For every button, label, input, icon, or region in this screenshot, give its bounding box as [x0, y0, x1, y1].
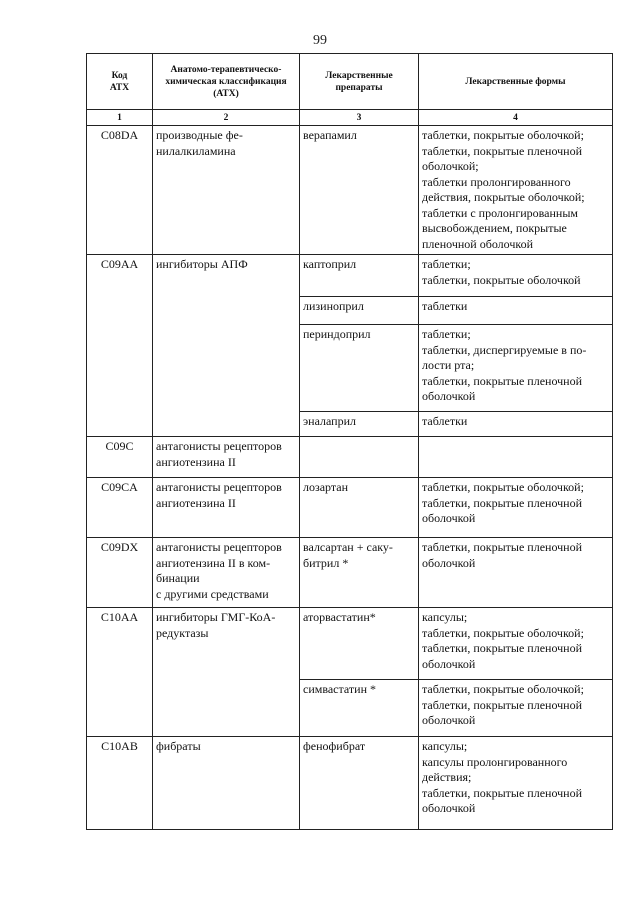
- column-number-2: 2: [153, 110, 300, 126]
- atx-classification: антагонисты рецепторов ангиотензина II: [153, 478, 300, 538]
- dosage-forms: таблетки, покрытые пленочной оболочкой: [419, 538, 613, 608]
- atx-code: C09C: [87, 437, 153, 478]
- table-row: [87, 737, 613, 830]
- dosage-forms: таблетки: [419, 297, 613, 325]
- table-row: [87, 255, 613, 297]
- dosage-forms: капсулы; таблетки, покрытые оболочкой; таблетки, покрытые пленочной оболочкой: [419, 608, 613, 680]
- drug-name: аторвастатин*: [300, 608, 419, 680]
- table-row: [87, 538, 613, 608]
- atx-code: C08DA: [87, 126, 153, 255]
- column-number-4: 4: [419, 110, 613, 126]
- drug-name: лизиноприл: [300, 297, 419, 325]
- dosage-forms: таблетки; таблетки, покрытые оболочкой: [419, 255, 613, 297]
- atx-classification: ингибиторы ГМГ-КоА- редуктазы: [153, 608, 300, 737]
- drug-name: эналаприл: [300, 412, 419, 437]
- header-drugs: Лекарственные препараты: [300, 54, 419, 110]
- table-row: [87, 437, 613, 478]
- drug-name: [300, 437, 419, 478]
- atx-code: C10AA: [87, 608, 153, 737]
- dosage-forms: таблетки, покрытые оболочкой; таблетки, покрытые пленочной оболочкой; таблетки пролонгированного действия, покрытые оболочкой; таблетки с пролонгированным высвобождением, покрытые пленочной оболочкой: [419, 126, 613, 255]
- drug-name: каптоприл: [300, 255, 419, 297]
- drug-name: верапамил: [300, 126, 419, 255]
- atx-classification: фибраты: [153, 737, 300, 830]
- atx-classification: ингибиторы АПФ: [153, 255, 300, 437]
- header-code: Код АТХ: [87, 54, 153, 110]
- atx-classification: антагонисты рецепторов ангиотензина II: [153, 437, 300, 478]
- table-row: [87, 608, 613, 680]
- atx-code: C09CA: [87, 478, 153, 538]
- header-forms: Лекарственные формы: [419, 54, 613, 110]
- dosage-forms: таблетки, покрытые оболочкой; таблетки, покрытые пленочной оболочкой: [419, 680, 613, 737]
- column-number-1: 1: [87, 110, 153, 126]
- dosage-forms: [419, 437, 613, 478]
- dosage-forms: таблетки: [419, 412, 613, 437]
- table-body: [87, 126, 613, 830]
- drug-name: симвастатин *: [300, 680, 419, 737]
- dosage-forms: капсулы; капсулы пролонгированного действия; таблетки, покрытые пленочной оболочкой: [419, 737, 613, 830]
- table-row: [87, 126, 613, 255]
- drug-name: периндоприл: [300, 325, 419, 412]
- atx-code: C10AB: [87, 737, 153, 830]
- table-row: [87, 478, 613, 538]
- atx-classification: антагонисты рецепторов ангиотензина II в ком- бинации с другими средствами: [153, 538, 300, 608]
- atx-code: C09DX: [87, 538, 153, 608]
- atx-classification: производные фе- нилалкиламина: [153, 126, 300, 255]
- column-number-3: 3: [300, 110, 419, 126]
- drug-name: фенофибрат: [300, 737, 419, 830]
- header-classification: Анатомо-терапевтическо- химическая классификация (АТХ): [153, 54, 300, 110]
- drug-name: валсартан + саку- битрил *: [300, 538, 419, 608]
- drug-name: лозартан: [300, 478, 419, 538]
- dosage-forms: таблетки, покрытые оболочкой; таблетки, покрытые пленочной оболочкой: [419, 478, 613, 538]
- atx-code: C09AA: [87, 255, 153, 437]
- dosage-forms: таблетки; таблетки, диспергируемые в по- лости рта; таблетки, покрытые пленочной оболочкой: [419, 325, 613, 412]
- page-number: 99: [313, 33, 327, 48]
- atx-table: [86, 53, 613, 830]
- table-header: [87, 54, 613, 126]
